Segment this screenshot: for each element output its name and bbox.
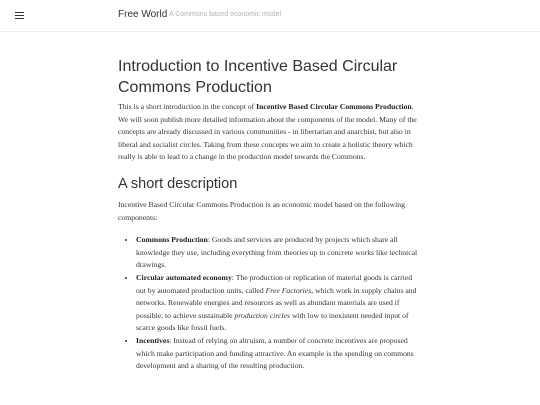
intro-text-end: . We will soon publish more detailed information about the components of the model. Many of the concepts are already discussed in various communities - in libertarian and anarchist, but also in liberal and socialist circles. Taking from these concepts we aim to create a holistic theory which really is able to lead to a change in the production model towards the Commons. <box>118 102 417 162</box>
list-item-commons-production <box>136 234 422 272</box>
components-list <box>118 234 422 373</box>
section-heading: A short description <box>118 175 238 192</box>
term-commons-production: Commons Production <box>136 235 208 245</box>
page-title: Introduction to Incentive Based Circular Commons Production <box>118 58 398 96</box>
site-tagline: A Commons based economic model <box>169 11 282 18</box>
description-circular-part-1: : The production or replication of material goods is carried out by automated production units, called <box>136 272 413 295</box>
intro-paragraph <box>118 101 422 164</box>
top-navigation-bar <box>0 0 540 32</box>
description-circular-part-3: with low to inexistent needed input of scarce goods like fossil fuels. <box>136 310 409 333</box>
description-circular-part-2: , which work in supply chains and networks. Renewable energies and resources as well as abundant materials are used if possible, to achieve sustainable <box>136 285 417 320</box>
section-intro-paragraph: Incentive Based Circular Commons Production is an economic model based on the following components: <box>118 199 405 222</box>
description-incentives: : Instead of relying on altruism, a number of concrete incentives are proposed which make participation and funding attractive. An example is the spending on commons development and a sharing of the resulting production. <box>136 335 414 371</box>
article-content <box>118 56 422 373</box>
list-item-circular-automated-economy <box>136 272 422 335</box>
description-commons-production: : Goods and services are produced by projects which share all knowledge they use, including everything from theories up to concrete works like technical drawings. <box>136 235 418 270</box>
free-factories-emphasis: Free Factories <box>265 285 312 295</box>
intro-text-start: This is a short introduction in the concept of <box>118 102 257 111</box>
term-incentives: Incentives <box>136 335 170 345</box>
hamburger-menu-icon[interactable] <box>15 12 24 19</box>
list-item-incentives <box>136 335 422 373</box>
term-circular-automated-economy: Circular automated economy <box>136 272 232 282</box>
production-circles-emphasis: production circles <box>234 310 291 320</box>
intro-model-name: Incentive Based Circular Commons Production <box>256 102 412 111</box>
site-title-link[interactable]: Free World <box>118 9 168 20</box>
